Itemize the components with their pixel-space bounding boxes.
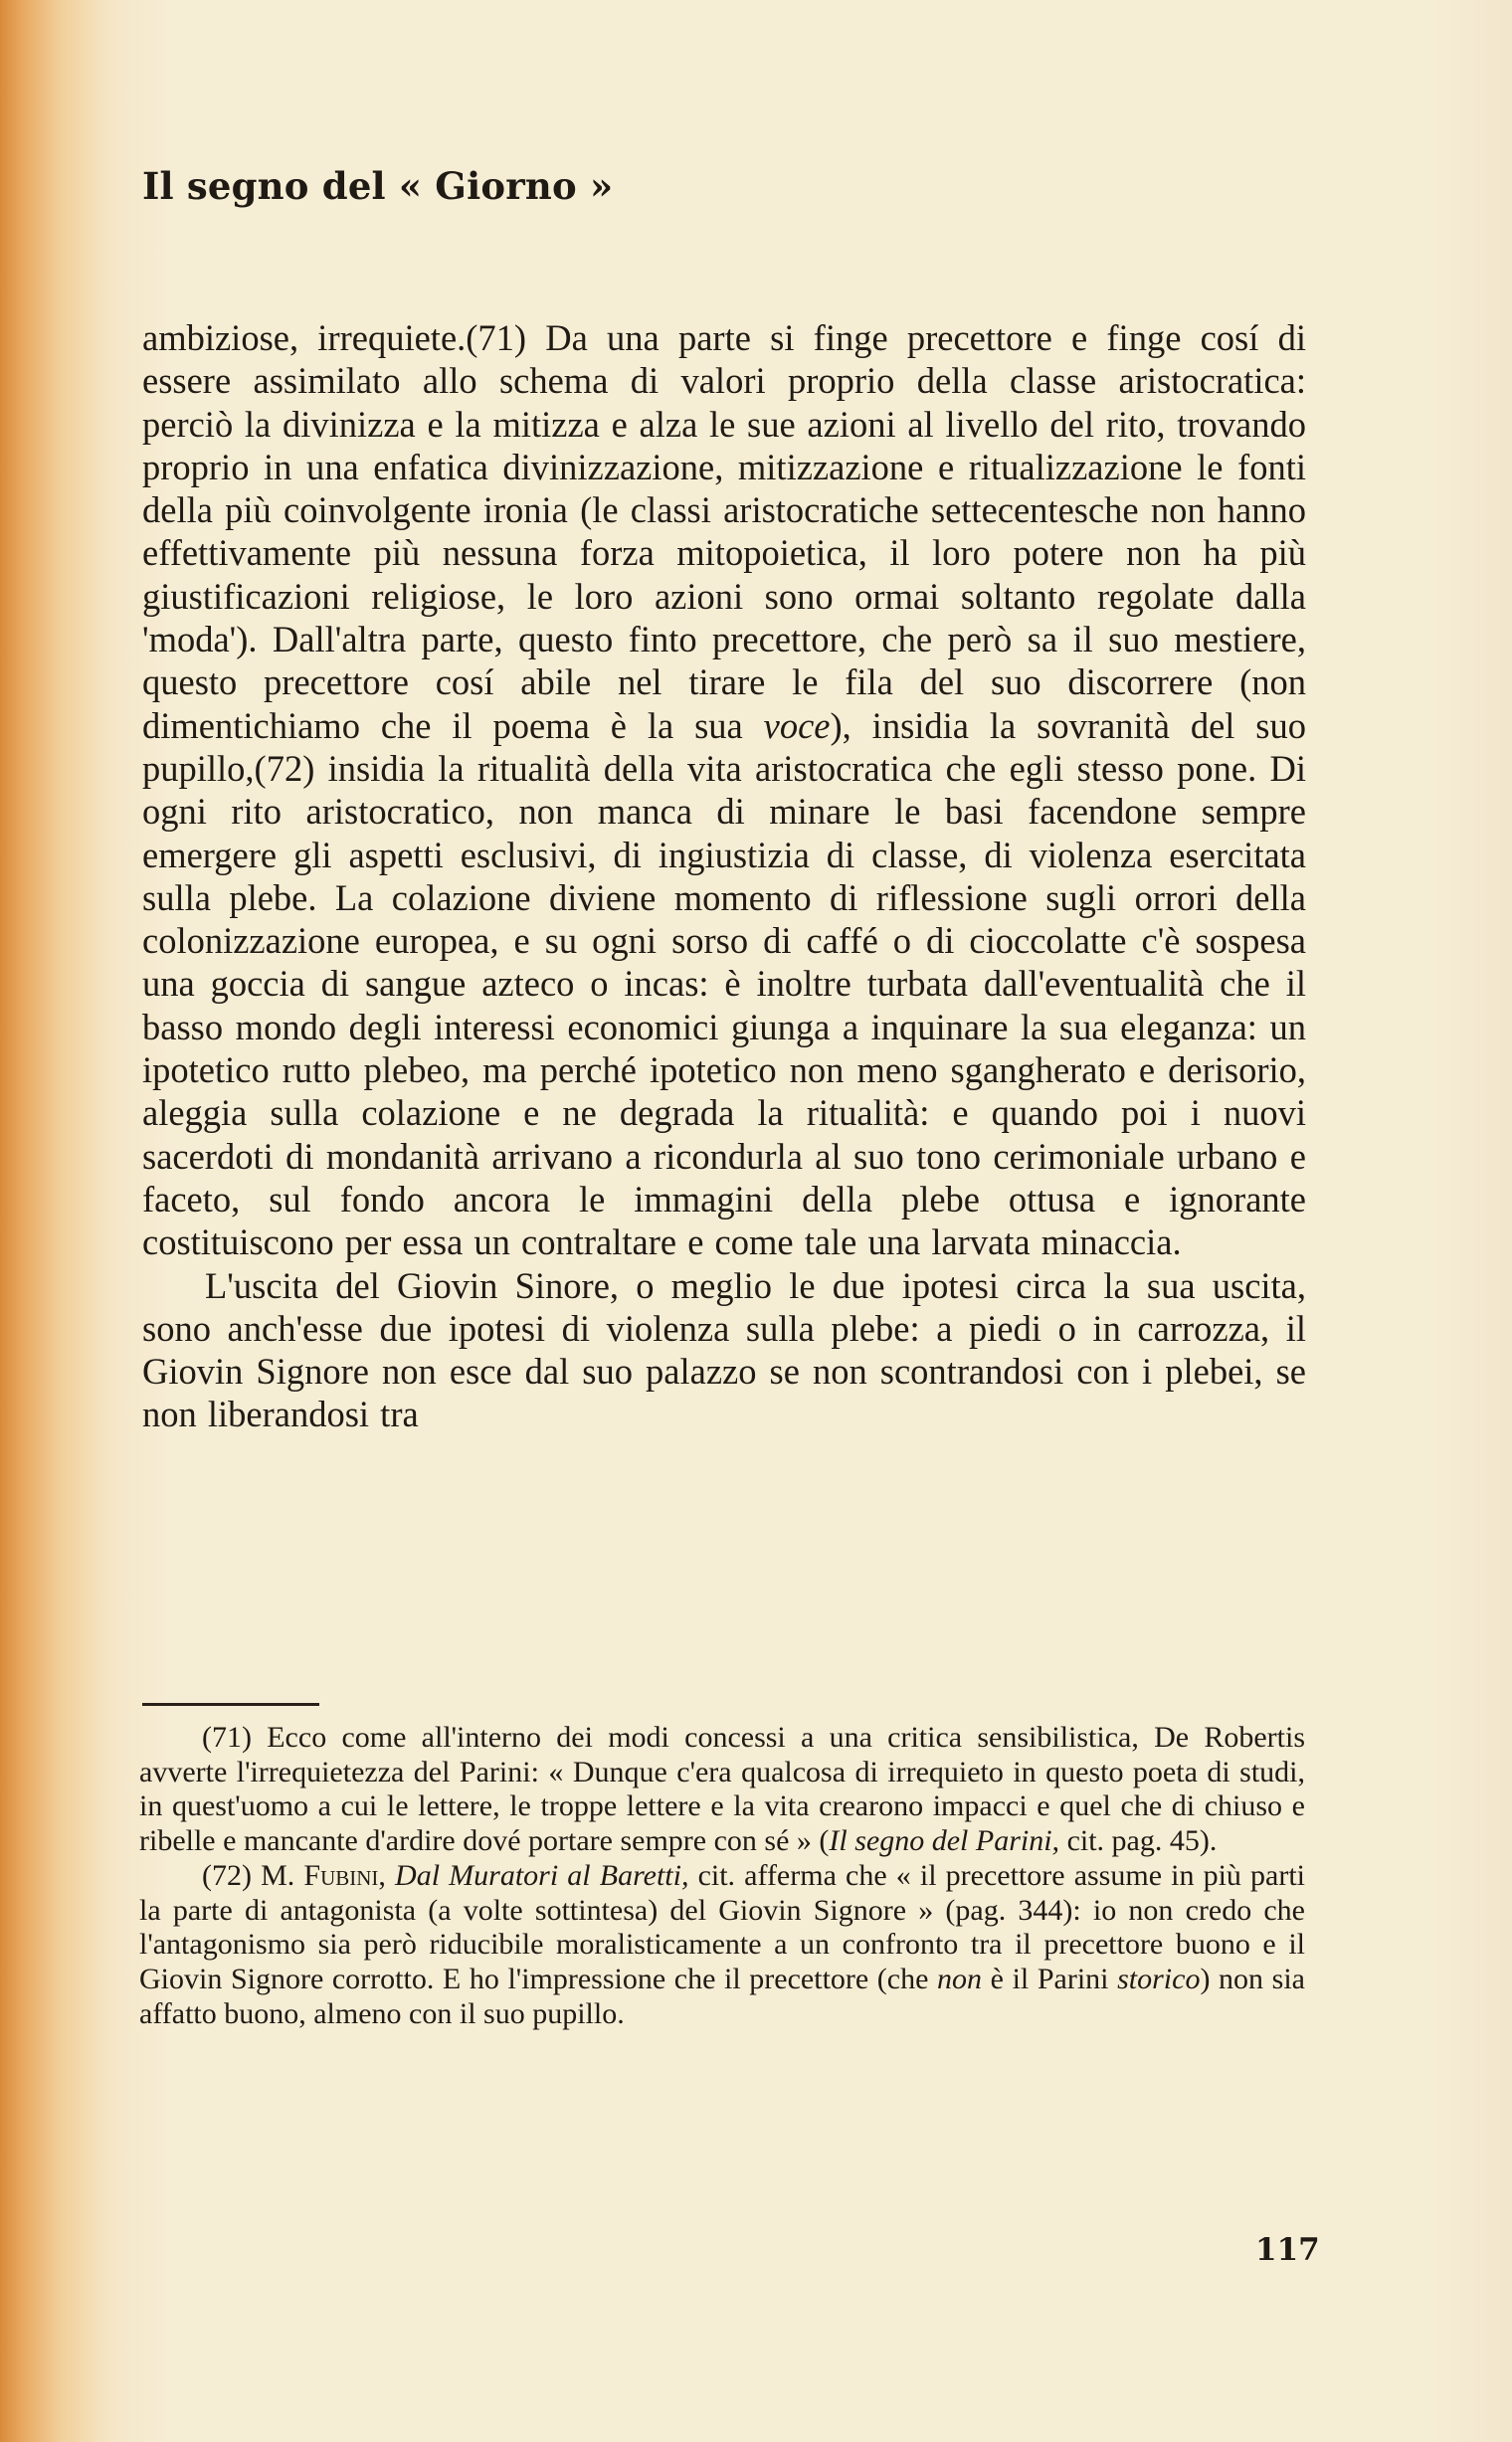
paragraph-1: ambiziose, irrequiete.(71) Da una parte si finge precettore e finge cosí di essere assimilato allo schema di valori proprio della classe aristocratica: perciò la divinizza e la mitizza e alza le sue azioni al livello del rito, trovando proprio in una enfatica divinizzazione, mitizzazione e ritualizzazione le fonti della più coinvolgente ironia (le classi aristocratiche settecentesche non hanno effettivamente più nessuna forza mitopoietica, il loro potere non ha più giustificazioni religiose, le loro azioni sono ormai soltanto regolate dalla 'moda'). Dall'altra parte, questo finto precettore, che però sa il suo mestiere, questo precettore cosí abile nel tirare le fila del suo discorrere (non dimentichiamo che il poema è la sua voce), insidia la sovranità del suo pupillo,(72) insidia la ritualità della vita aristocratica che egli stesso pone. Di ogni rito aristocratico, non manca di minare le basi facendone sempre emergere gli aspetti esclusivi, di ingiustizia di classe, di violenza esercitata sulla plebe. La colazione diviene momento di riflessione sugli orrori della colonizzazione europea, e su ogni sorso di caffé o di cioccolatte c'è sospesa una goccia di sangue azteco o incas: è inoltre turbata dall'eventualità che il basso mondo degli interessi economici giunga a inquinare la sua eleganza: un ipotetico rutto plebeo, ma perché ipotetico non meno sgangherato e derisorio, aleggia sulla colazione e ne degrada la ritualità: e quando poi i nuovi sacerdoti di mondanità arrivano a ricondurla al suo tono cerimoniale urbano e faceto, sul fondo ancora le immagini della plebe ottusa e ignorante costituiscono per essa un contraltare e come tale una larvata minaccia. — [142, 317, 1307, 1263]
footnote-71: (71) Ecco come all'interno dei modi concessi a una critica sensibilistica, De Robertis avverte l'irrequietezza del Parini: « Dunque c'era qualcosa di irrequieto in questo poeta di studi, in quest'uomo a cui le lettere, le troppe lettere e la vita crearono impacci e quel che di chiuso e ribelle e mancante d'ardire dové portare sempre con sé » (Il segno del Parini, cit. pag. 45). — [139, 1721, 1305, 1858]
main-text — [142, 316, 1306, 1436]
running-header: Il segno del « Giorno » — [142, 164, 614, 208]
page-number: 117 — [1255, 2232, 1320, 2268]
paragraph-2: L'uscita del Giovin Sinore, o meglio le due ipotesi circa la sua uscita, sono anch'esse due ipotesi di violenza sulla plebe: a piedi o in carrozza, il Giovin Signore non esce dal suo palazzo se non scontrandosi con i plebei, se non liberandosi tra — [142, 1264, 1306, 1435]
footnotes — [139, 1721, 1305, 2031]
footnote-separator — [142, 1703, 319, 1706]
footnote-72: (72) M. Fubini, Dal Muratori al Baretti, cit. afferma che « il precettore assume in più parti la parte di antagonista (a volte sottintesa) del Giovin Signore » (pag. 344): io non credo che l'antagonismo sia però riducibile moralisticamente a un confronto tra il precettore buono e il Giovin Signore corrotto. E ho l'impressione che il precettore (che non è il Parini storico) non sia affatto buono, almeno con il suo pupillo. — [139, 1858, 1306, 2030]
